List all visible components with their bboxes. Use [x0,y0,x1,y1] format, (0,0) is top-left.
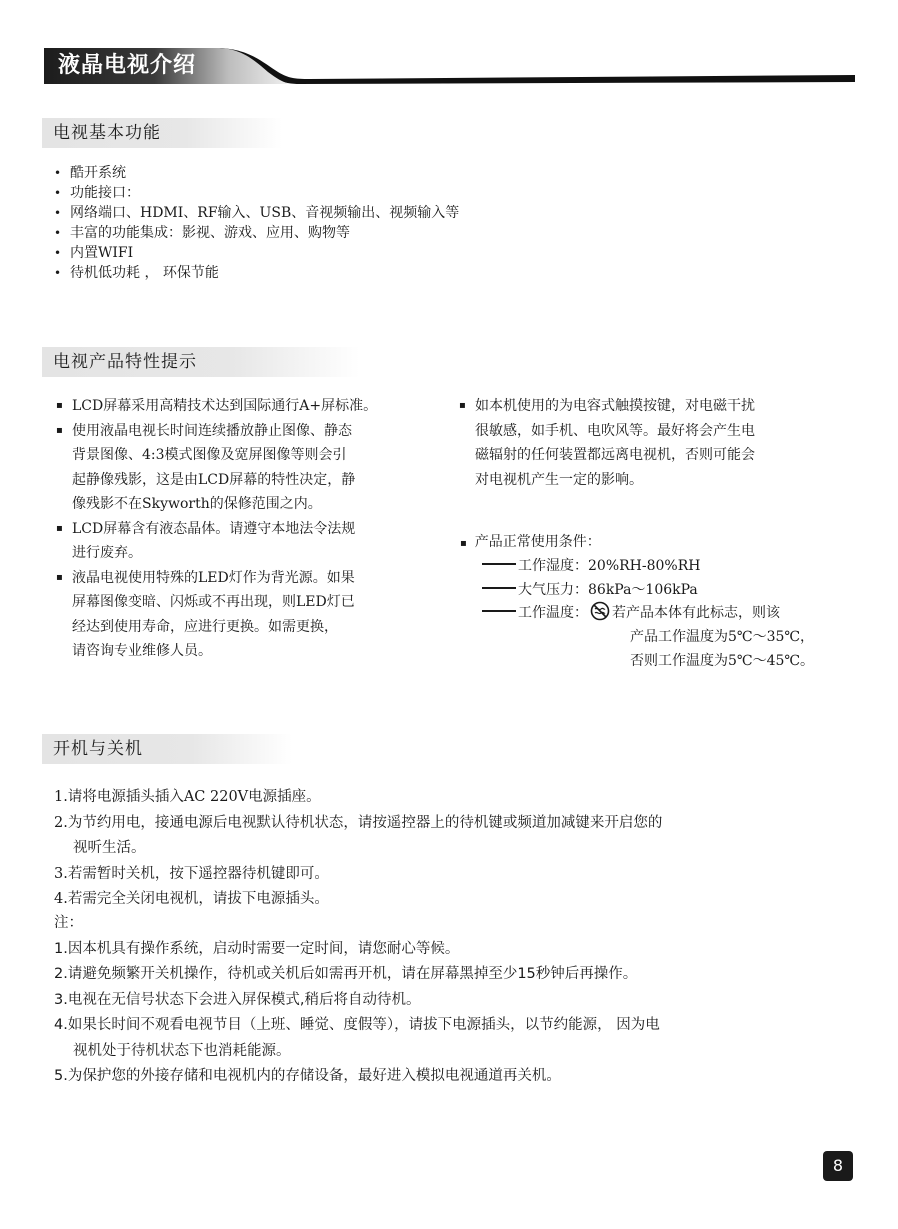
note-line: 2.请避免频繁开关机操作，待机或关机后如需再开机，请在屏幕黑掉至少15秒钟后再操作。 [54,966,638,982]
conditions-title-text: 产品正常使用条件： [474,534,601,550]
conditions-heading: ▪ 产品正常使用条件： [460,534,601,550]
tip-line: LCD屏幕采用高精技术达到国际通行A+屏标准。 [72,398,378,414]
tips-right-list [459,394,755,492]
section-basic-functions-heading: 电视基本功能 [42,118,282,148]
tip-line: 进行废弃。 [72,545,142,561]
temperature-line: 若产品本体有此标志，则该 [612,605,780,621]
step-line: 2.为节约用电，接通电源后电视默认待机状态，请按遥控器上的待机键或频道加减键来开启您的 [54,814,663,831]
tip-line: 液晶电视使用特殊的LED灯作为背光源。如果 [72,569,355,586]
note-line: 3.电视在无信号状态下会进入屏保模式,稍后将自动待机。 [54,991,421,1008]
list-item: • 酷开系统 [52,163,459,183]
list-item: ▪ 液晶电视使用特殊的LED灯作为背光源。如果 屏幕图像变暗、闪烁或不再出现，则LED灯已 经达到使用寿命，应进行更换。如需更换， 请咨询专业维修人员。 [56,566,377,664]
note-label: 注： [54,915,83,931]
tip-line: 请咨询专业维修人员。 [72,643,212,659]
list-item: • 待机低功耗 ， 环保节能 [52,263,459,283]
temperature-line: 否则工作温度为5℃～45℃。 [630,653,815,669]
section-product-tips-heading: 电视产品特性提示 [42,347,360,377]
tip-line: 屏幕图像变暗、闪烁或不再出现，则LED灯已 [72,594,355,610]
section-power-heading: 开机与关机 [42,734,292,764]
list-item: ▪ LCD屏幕含有液态晶体。请遵守本地法令法规 进行废弃。 [56,517,377,566]
page-title: 液晶电视介绍 [58,53,197,78]
step-line: 4.若需完全关闭电视机，请拔下电源插头。 [54,891,329,907]
tip-line: 很敏感，如手机、电吹风等。最好将会产生电 [475,422,755,439]
tip-line: LCD屏幕含有液态晶体。请遵守本地法令法规 [72,520,356,537]
tip-line: 背景图像、4:3模式图像及宽屏图像等则会引 [72,447,347,463]
tip-line: 如本机使用的为电容式触摸按键，对电磁干扰 [475,398,755,414]
condition-pressure [482,578,698,602]
list-item: ▪ 使用液晶电视长时间连续播放静止图像、静态 背景图像、4:3模式图像及宽屏图像等则会引 起静像残影，这是由LCD屏幕的特性决定，静 像残影不在Skyworth的保修范围之内。 [56,419,377,517]
note-line: 4.如果长时间不观看电视节目（上班、睡觉、度假等），请拔下电源插头，以节约能源， 因为电 [54,1017,660,1033]
note-line: 1.因本机具有操作系统，启动时需要一定时间，请您耐心等候。 [54,940,460,957]
temperature-label: 工作温度： [518,605,588,621]
power-notes [54,911,660,1090]
note-line: 5.为保护您的外接存储和电视机内的存储设备，最好进入模拟电视通道再关机。 [54,1068,561,1084]
list-item: • 功能接口： [52,183,459,203]
condition-temperature [482,601,780,625]
tip-line: 经达到使用寿命，应进行更换。如需更换， [72,618,338,635]
list-item: • 丰富的功能集成：影视、游戏、应用、购物等 [52,223,459,243]
tip-line: 起静像残影，这是由LCD屏幕的特性决定，静 [72,471,356,488]
power-steps [54,785,662,913]
tips-left-list [56,394,377,664]
page-number: 8 [823,1151,853,1181]
tip-line: 使用液晶电视长时间连续播放静止图像、静态 [72,422,352,439]
step-line: 1.请将电源插头插入AC 220V电源插座。 [54,789,321,805]
no-symbol-icon [590,601,610,621]
note-line: 视机处于待机状态下也消耗能源。 [73,1042,291,1059]
step-line: 视听生活。 [73,840,146,856]
list-item: • 内置WIFI [52,243,459,263]
condition-humidity [482,554,700,578]
pressure-text: 大气压力：86kPa～106kPa [518,582,698,598]
tip-line: 像残影不在Skyworth的保修范围之内。 [72,496,322,512]
tip-line: 磁辐射的任何装置都远离电视机，否则可能会 [475,447,755,463]
humidity-text: 工作湿度：20%RH-80%RH [518,558,701,574]
temperature-line: 产品工作温度为5℃～35℃， [630,629,815,645]
header-banner [0,0,898,100]
list-item: ▪ LCD屏幕采用高精技术达到国际通行A+屏标准。 [56,394,377,419]
list-item: • 网络端口、HDMI、RF输入、USB、音视频输出、视频输入等 [52,203,459,223]
step-line: 3.若需暂时关机，按下遥控器待机键即可。 [54,865,329,882]
list-item: ▪ 如本机使用的为电容式触摸按键，对电磁干扰 很敏感，如手机、电吹风等。最好将会产生电 磁辐射的任何装置都远离电视机，否则可能会 对电视机产生一定的影响。 [459,394,755,492]
tip-line: 对电视机产生一定的影响。 [475,471,643,488]
basic-functions-list [52,163,459,283]
